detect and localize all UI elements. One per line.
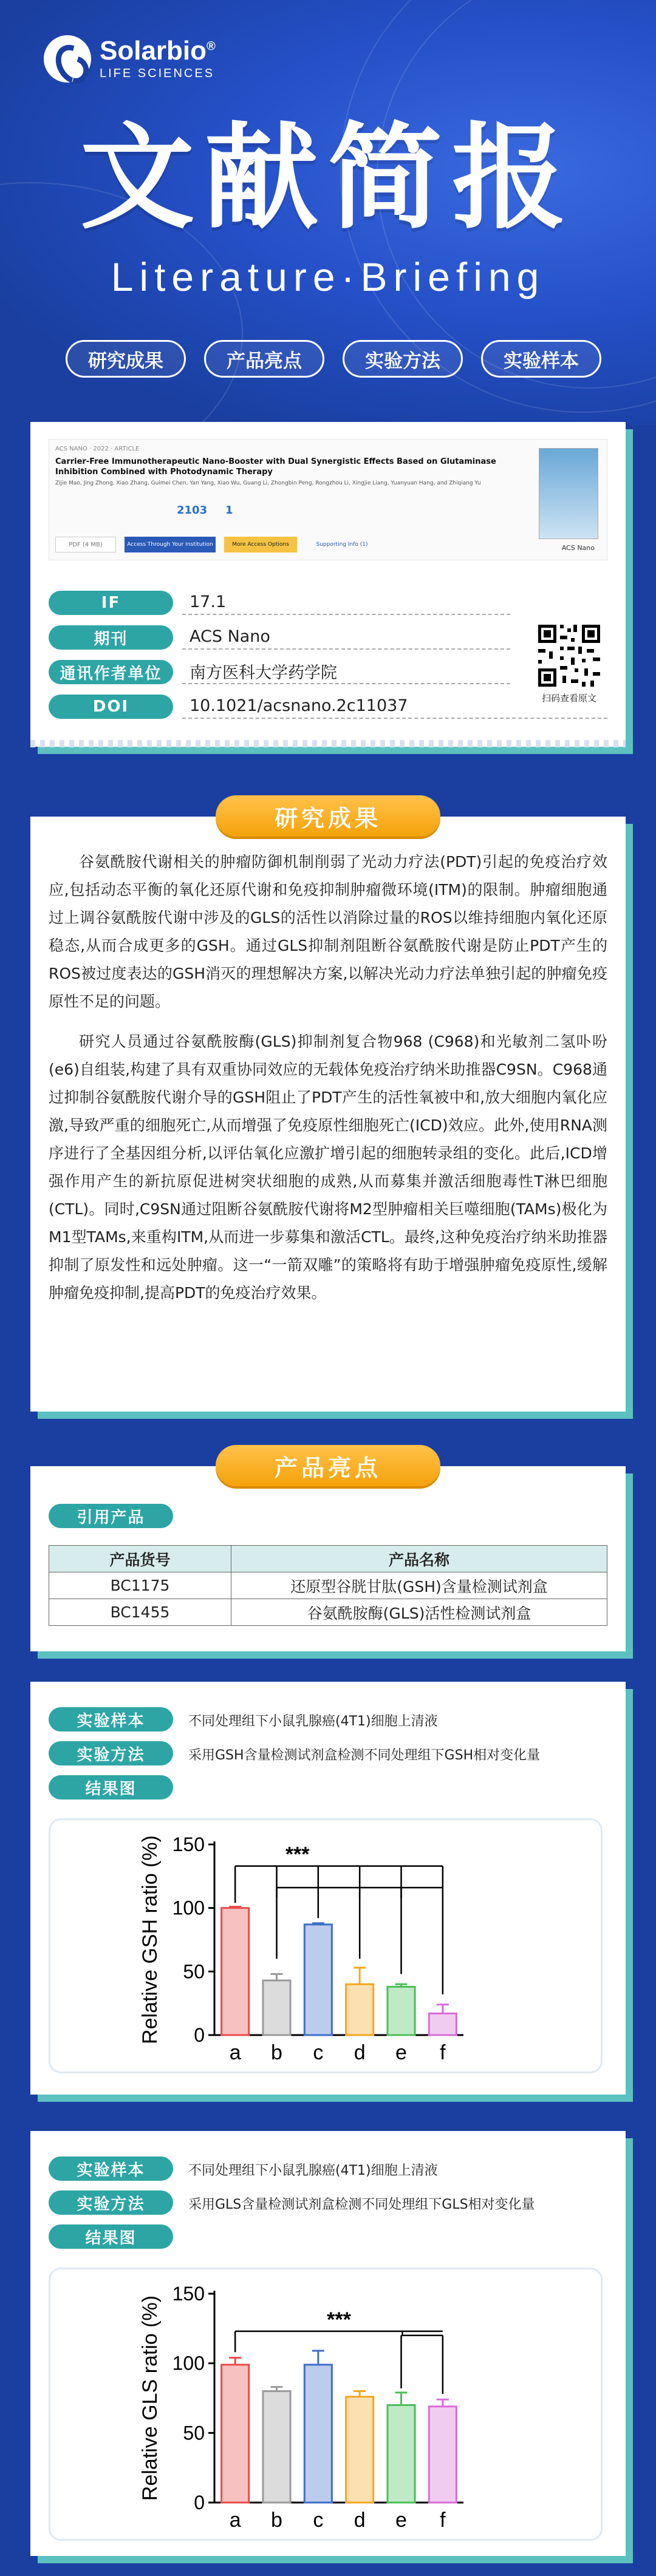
product-name: 还原型谷胱甘肽(GSH)含量检测试剂盒 [231, 1572, 607, 1599]
tag-highlights: 产品亮点 [204, 340, 324, 378]
experiment-card-gls [30, 2131, 626, 2556]
bar [429, 2407, 456, 2503]
qr-caption: 扫码查看原文 [541, 693, 596, 704]
brand-logo [44, 35, 216, 83]
cited-products-tag: 引用产品 [49, 1504, 173, 1528]
gsh-chart-frame [49, 1818, 603, 2073]
sample-tag: 实验样本 [49, 2156, 173, 2181]
table-header-row [49, 1546, 607, 1572]
info-value-affiliation: 南方医科大学药学院 [182, 659, 510, 684]
bar [388, 2405, 415, 2503]
tag-methods: 实验方法 [343, 340, 463, 378]
y-tick-label: 50 [183, 1960, 205, 1983]
more-access-button[interactable]: More Access Options [224, 537, 297, 552]
x-tick-label: f [440, 2509, 446, 2532]
x-tick-label: d [354, 2509, 366, 2532]
y-tick-label: 100 [172, 1897, 205, 1919]
tag-results: 研究成果 [66, 340, 186, 378]
table-header-sku: 产品货号 [49, 1546, 231, 1572]
paper-title: Carrier-Free Immunotherapeutic Nano-Booster with Dual Synergistic Effects Based on Glutaminase Inhibition Combined with Photodynamic Therapy [55, 457, 496, 477]
sample-text: 不同处理组下小鼠乳腺癌(4T1)细胞上清液 [188, 1714, 438, 1729]
gsh-bar-chart [50, 1820, 601, 2071]
paper-info-card [30, 422, 626, 747]
x-tick-label: e [395, 2041, 407, 2064]
method-text: 采用GSH含量检测试剂盒检测不同处理组下GSH相对变化量 [188, 1748, 541, 1763]
product-name: 谷氨酰胺酶(GLS)活性检测试剂盒 [231, 1599, 607, 1626]
x-tick-label: c [313, 2041, 324, 2064]
hero-tags [66, 340, 601, 378]
paper-metric-views: 2103 [177, 504, 208, 517]
experiment-card-gsh [30, 1682, 626, 2095]
y-tick-label: 0 [194, 2024, 205, 2046]
gls-bar-chart [50, 2269, 601, 2539]
method-text: 采用GLS含量检测试剂盒检测不同处理组下GLS相对变化量 [188, 2197, 535, 2212]
bar [346, 2397, 374, 2503]
results-text [49, 848, 607, 1307]
bar [304, 1925, 332, 2035]
results-paragraph-1: 谷氨酰胺代谢相关的肿瘤防御机制削弱了光动力疗法(PDT)引起的免疫治疗效应,包括动态平衡的氧化还原代谢和免疫抑制肿瘤微环境(ITM)的限制。肿瘤细胞通过上调谷氨酰胺代谢中涉及的GLS的活性以消除过量的ROS以维持细胞内氧化还原稳态,从而合成更多的GSH。通过GLS抑制剂阻断谷氨酰胺代谢是防止PDT产生的ROS被过度表达的GSH消灭的理想解决方案,以解决光动力疗法单独引起的肿瘤免疫原性不足的问题。 [49, 853, 607, 1010]
institution-access-button[interactable]: Access Through Your Institution [125, 537, 216, 552]
tag-samples: 实验样本 [481, 340, 601, 378]
paper-authors: Zijie Mao, Jing Zhong, Xiao Zhang, Guimei Chen, Yan Yang, Xiao Wu, Guang Li, Zhongbin Peng, Rongzhou Li, Xingjie Liang, Yuanyuan Hang, and Zhiqiang Yu [55, 480, 481, 486]
products-table [49, 1545, 607, 1626]
x-tick-label: f [440, 2041, 446, 2064]
x-tick-label: e [395, 2509, 407, 2532]
y-tick-label: 150 [172, 2283, 205, 2305]
paper-buttons [55, 537, 378, 552]
gls-chart-frame [49, 2268, 603, 2541]
bar [222, 2365, 249, 2503]
page-title: 文献简报 [80, 112, 576, 245]
table-row [49, 1599, 607, 1626]
qr-code-icon[interactable] [536, 622, 603, 689]
significance-annotation: *** [285, 1843, 310, 1866]
highlights-card [30, 1466, 626, 1651]
journal-cover-image [539, 448, 598, 539]
y-axis-label: Relative GLS ratio (%) [138, 2295, 162, 2501]
info-value-journal: ACS Nano [182, 624, 510, 650]
y-tick-label: 150 [172, 1833, 205, 1855]
significance-annotation: *** [327, 2308, 351, 2331]
y-tick-label: 0 [194, 2492, 205, 2513]
bar [263, 1980, 290, 2035]
info-label-doi: DOI [49, 695, 173, 719]
brand-reg-mark: ® [207, 39, 216, 53]
x-tick-label: c [313, 2509, 324, 2532]
results-paragraph-2: 研究人员通过谷氨酰胺酶(GLS)抑制剂复合物968 (C968)和光敏剂二氢卟吩(e6)自组装,构建了具有双重协同效应的无载体免疫治疗纳米助推器C9SN。C968通过抑制谷氨酰胺代谢介导的GSH阻止了PDT产生的活性氧被中和,放大细胞内氧化应激,导致严重的细胞死亡,从而增强了免疫原性细胞死亡(ICD)效应。此外,使用RNA测序进行了全基因组分析,以评估氧化应激扩增引起的细胞转录组的变化。此后,ICD增强作用产生的新抗原促进树突状细胞的成熟,从而募集并激活细胞毒性T淋巴细胞(CTL)。同时,C9SN通过阻断谷氨酰胺代谢将M2型肿瘤相关巨噬细胞(TAMs)极化为M1型TAMs,来重构ITM,从而进一步募集和激活CTL。最终,这种免疫治疗纳米助推器抑制了原发性和远处肿瘤。这一“一箭双雕”的策略将有助于增强肿瘤免疫原性,缓解肿瘤免疫抑制,提高PDT的免疫治疗效果。 [49, 1033, 607, 1302]
method-tag: 实验方法 [49, 2190, 173, 2215]
x-tick-label: d [354, 2041, 366, 2064]
result-tag: 结果图 [49, 1775, 173, 1799]
y-tick-label: 100 [172, 2352, 205, 2374]
results-card [30, 817, 626, 1412]
supporting-info-link[interactable]: Supporting Info (1) [316, 542, 368, 548]
method-tag: 实验方法 [49, 1741, 173, 1765]
info-label-if: IF [49, 591, 173, 615]
info-value-if: 17.1 [182, 590, 510, 615]
x-tick-label: b [271, 2509, 282, 2532]
y-tick-label: 50 [183, 2422, 205, 2444]
bar [429, 2013, 456, 2035]
x-tick-label: a [229, 2041, 241, 2064]
pdf-button[interactable]: PDF (4 MB) [55, 537, 116, 552]
bar [304, 2365, 332, 2503]
product-sku: BC1175 [49, 1572, 231, 1599]
paper-metric-citations: 1 [225, 504, 233, 517]
paper-breadcrumb: ACS NANO · 2022 · ARTICLE [55, 446, 140, 452]
info-label-journal: 期刊 [49, 625, 173, 650]
product-sku: BC1455 [49, 1599, 231, 1626]
x-tick-label: b [271, 2041, 282, 2064]
brand-subtitle: LIFE SCIENCES [100, 66, 215, 80]
bar [222, 1908, 249, 2035]
solarbio-logo-icon [44, 35, 91, 83]
sample-tag: 实验样本 [49, 1707, 173, 1731]
sample-text: 不同处理组下小鼠乳腺癌(4T1)细胞上清液 [188, 2163, 438, 2178]
journal-cover-caption: ACS Nano [561, 544, 595, 552]
paper-screenshot [49, 439, 607, 560]
x-tick-label: a [229, 2509, 241, 2532]
hero-banner [0, 0, 656, 425]
table-header-name: 产品名称 [231, 1546, 607, 1572]
brand-name: Solarbio [100, 35, 207, 66]
bar [346, 1984, 374, 2035]
bar [263, 2391, 290, 2503]
highlights-heading: 产品亮点 [216, 1445, 440, 1486]
decorative-strip [30, 740, 626, 747]
result-tag: 结果图 [49, 2224, 173, 2249]
bar [388, 1986, 415, 2035]
y-axis-label: Relative GSH ratio (%) [138, 1835, 162, 2044]
results-heading: 研究成果 [216, 795, 440, 837]
info-label-affiliation: 通讯作者单位 [49, 660, 173, 684]
info-value-doi[interactable]: 10.1021/acsnano.2c11037 [182, 693, 607, 719]
page-subtitle: Literature·Briefing [111, 254, 545, 299]
table-row [49, 1572, 607, 1599]
